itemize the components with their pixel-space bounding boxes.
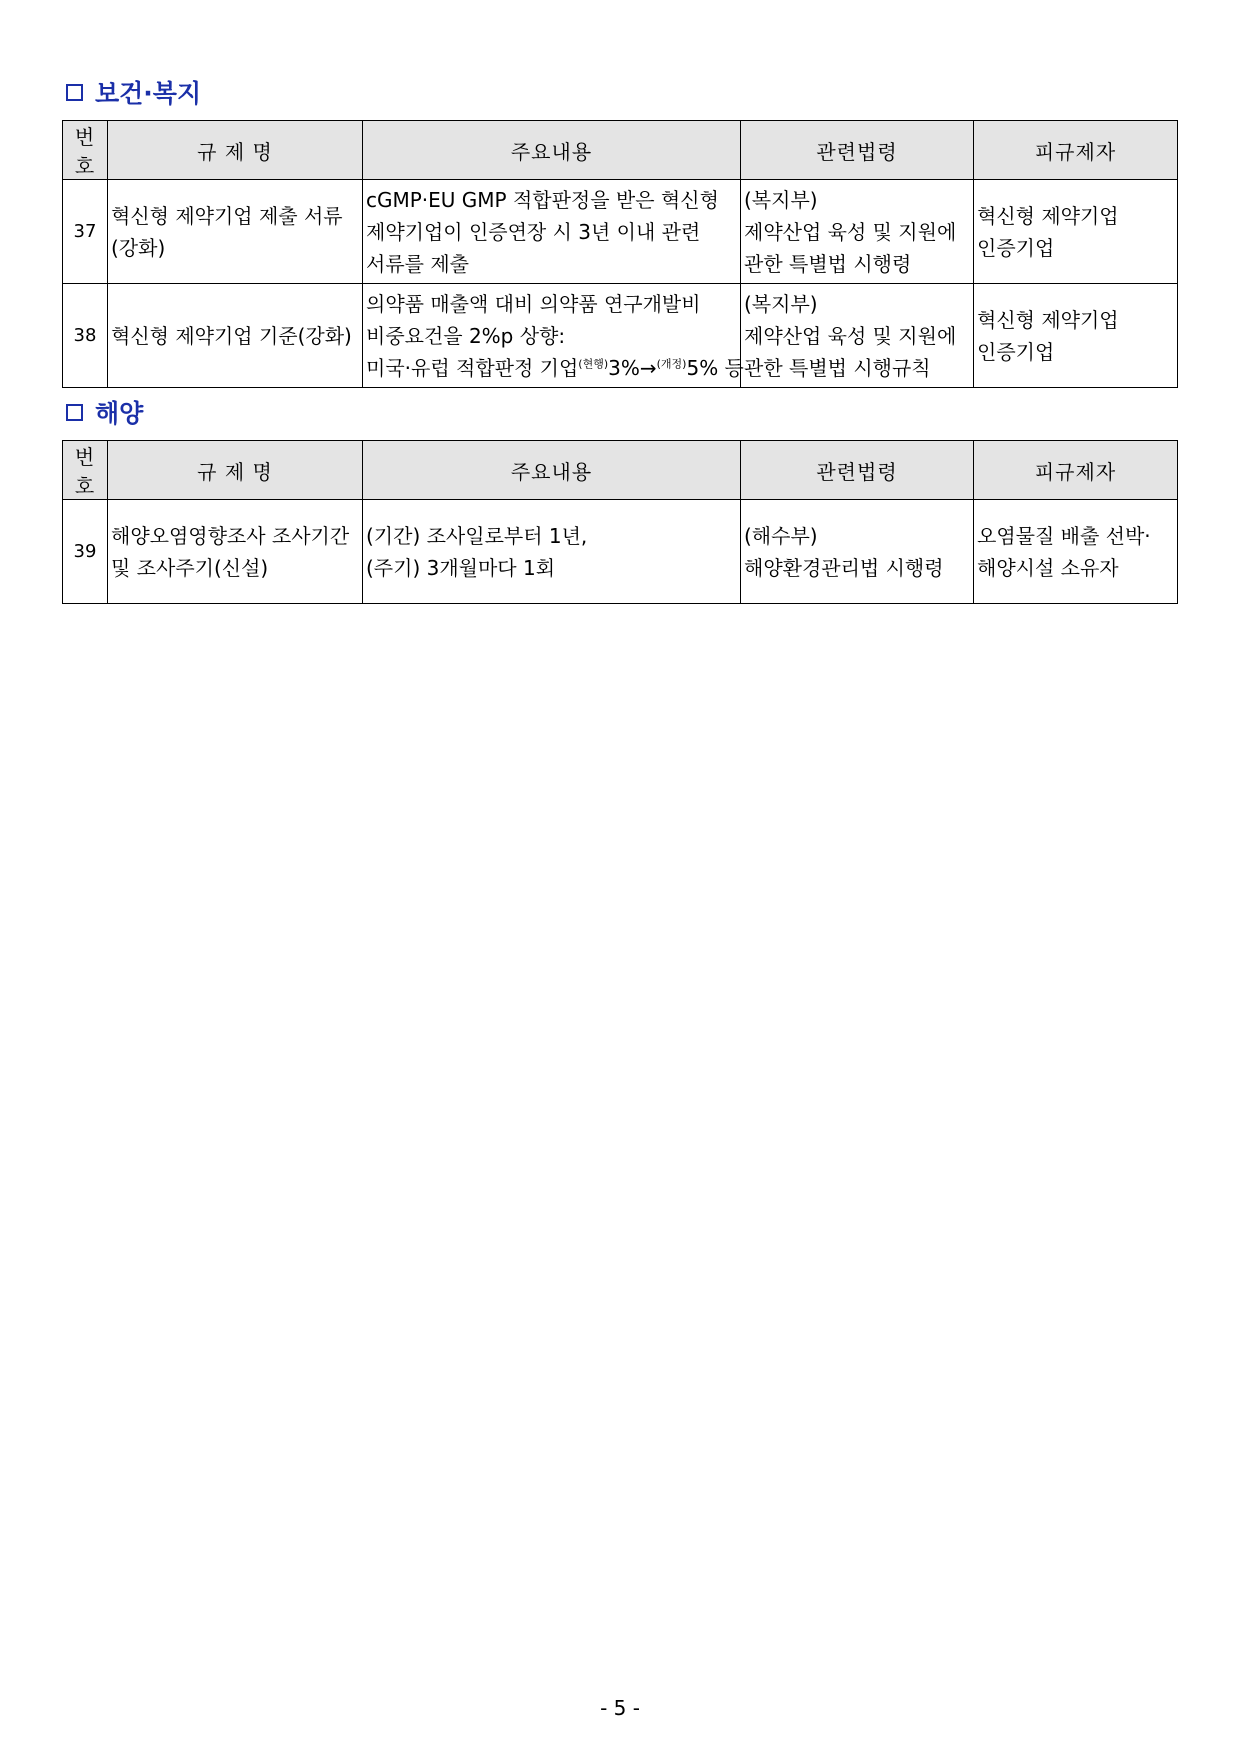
header-law: 관련법령 [741, 121, 974, 180]
header-law: 관련법령 [741, 441, 974, 500]
section-title-health: 보건·복지 [66, 74, 201, 110]
regulation-table-ocean [62, 440, 1178, 604]
section-title-ocean: 해양 [66, 394, 143, 430]
row-content: (기간) 조사일로부터 1년, (주기) 3개월마다 1회 [363, 500, 741, 604]
row-num: 37 [63, 180, 108, 284]
row-law: (복지부) 제약산업 육성 및 지원에 관한 특별법 시행규칙 [741, 284, 974, 388]
header-content: 주요내용 [363, 121, 741, 180]
table-row [63, 180, 1178, 284]
row-target: 오염물질 배출 선박· 해양시설 소유자 [974, 500, 1178, 604]
checkbox-icon [66, 404, 83, 421]
header-content: 주요내용 [363, 441, 741, 500]
page-number: - 5 - [600, 1696, 640, 1720]
table-row [63, 284, 1178, 388]
header-target: 피규제자 [974, 441, 1178, 500]
row-name: 혁신형 제약기업 기준(강화) [108, 284, 363, 388]
row-content: 의약품 매출액 대비 의약품 연구개발비 비중요건을 2%p 상향: 미국·유럽 적합판정 기업$^{(현행)}$3%→$^{(개정)}$5% 등 [363, 284, 741, 388]
table-row [63, 500, 1178, 604]
header-num: 번호 [63, 441, 108, 500]
regulation-table-health [62, 120, 1178, 388]
row-target: 혁신형 제약기업 인증기업 [974, 284, 1178, 388]
header-target: 피규제자 [974, 121, 1178, 180]
table-header-row [63, 441, 1178, 500]
row-name: 혁신형 제약기업 제출 서류 (강화) [108, 180, 363, 284]
table-header-row [63, 121, 1178, 180]
row-law: (복지부) 제약산업 육성 및 지원에 관한 특별법 시행령 [741, 180, 974, 284]
row-law: (해수부) 해양환경관리법 시행령 [741, 500, 974, 604]
checkbox-icon [66, 84, 83, 101]
row-num: 39 [63, 500, 108, 604]
header-name: 규 제 명 [108, 121, 363, 180]
header-num: 번호 [63, 121, 108, 180]
row-num: 38 [63, 284, 108, 388]
content-line-with-superscripts: 미국·유럽 적합판정 기업$^{(현행)}$3%→$^{(개정)}$5% 등 [366, 355, 744, 380]
row-name: 해양오염영향조사 조사기간 및 조사주기(신설) [108, 500, 363, 604]
row-content: cGMP·EU GMP 적합판정을 받은 혁신형 제약기업이 인증연장 시 3년 이내 관련 서류를 제출 [363, 180, 741, 284]
header-name: 규 제 명 [108, 441, 363, 500]
row-target: 혁신형 제약기업 인증기업 [974, 180, 1178, 284]
